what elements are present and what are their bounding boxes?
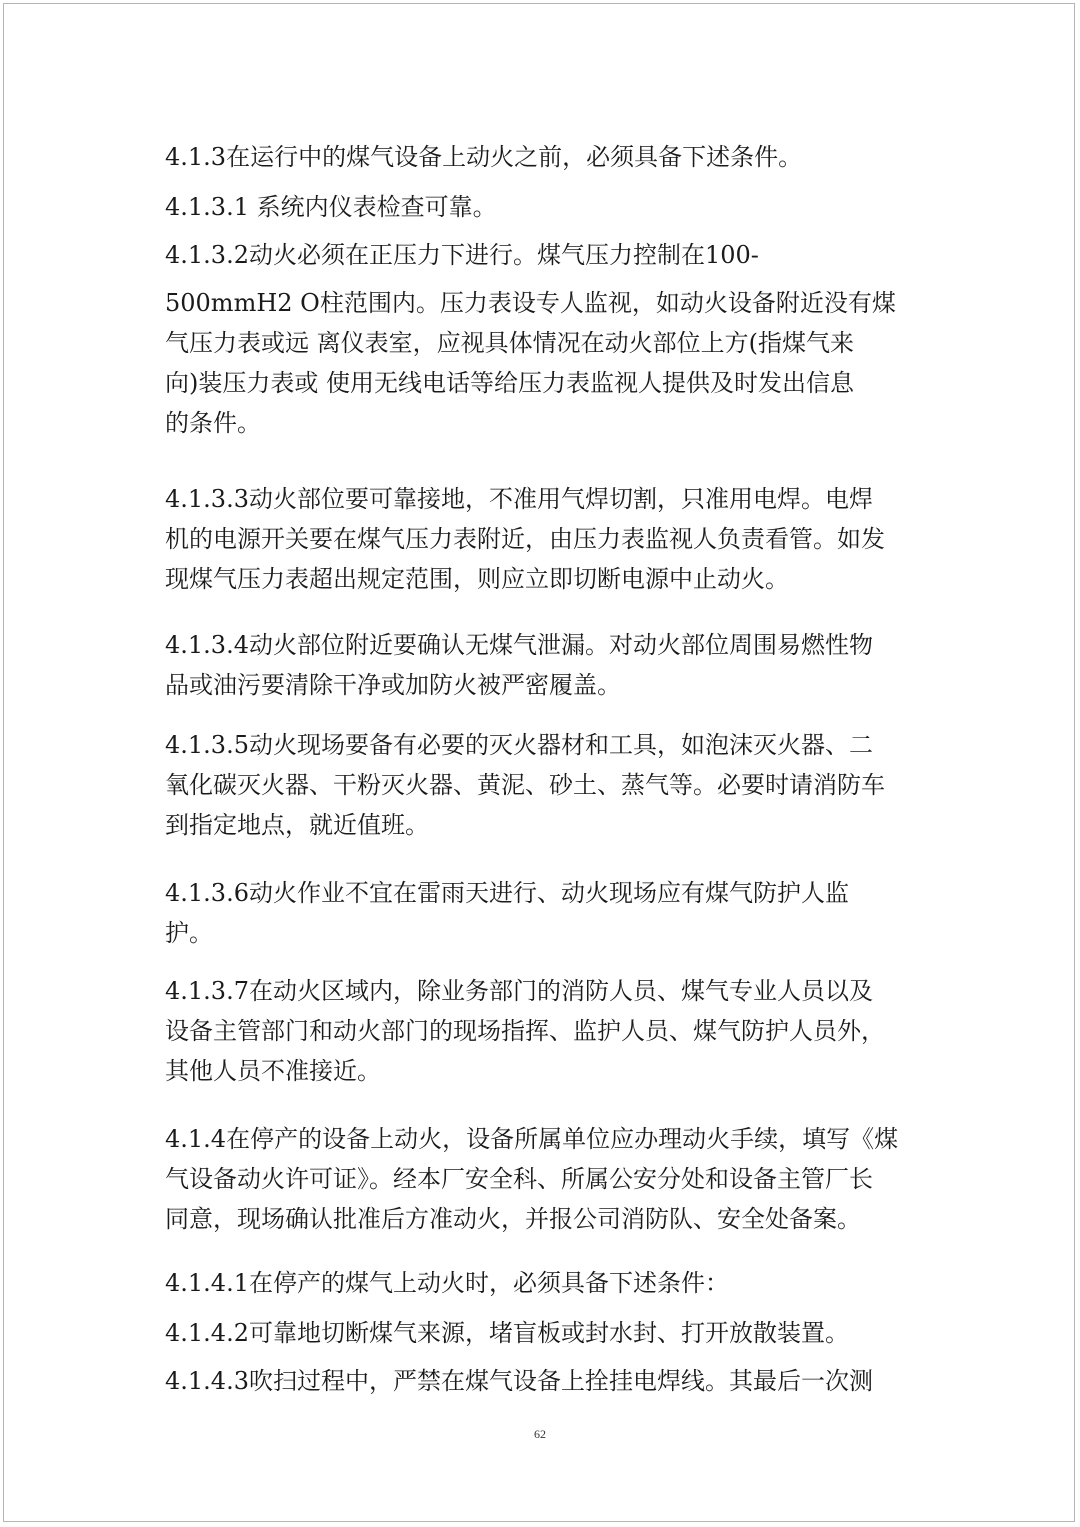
text-line: 500mmH2 O柱范围内。压力表设专人监视，如动火设备附近没有煤 — [165, 289, 896, 317]
paragraph-4-1-3-1 — [165, 187, 925, 227]
paragraph-4-1-4-3 — [165, 1361, 925, 1401]
text-line: 4.1.4.1在停产的煤气上动火时，必须具备下述条件： — [165, 1269, 729, 1297]
paragraph-4-1-3-5 — [165, 725, 925, 845]
paragraph-4-1-3-6 — [165, 873, 925, 953]
text-line: 其他人员不准接近。 — [165, 1057, 381, 1085]
paragraph-4-1-4 — [165, 1119, 925, 1239]
paragraph-4-1-3-2-cont — [165, 283, 925, 443]
paragraph-4-1-4-2 — [165, 1313, 925, 1353]
text-line: 品或油污要清除干净或加防火被严密履盖。 — [165, 671, 621, 699]
paragraph-4-1-3 — [165, 137, 925, 177]
paragraph-4-1-3-7 — [165, 971, 925, 1091]
text-line: 向)装压力表或 使用无线电话等给压力表监视人提供及时发出信息 — [165, 369, 854, 397]
text-line: 气压力表或远 离仪表室，应视具体情况在动火部位上方(指煤气来 — [165, 329, 854, 357]
text-line: 4.1.3.5动火现场要备有必要的灭火器材和工具，如泡沫灭火器、二 — [165, 731, 873, 759]
text-line: 气设备动火许可证》。经本厂安全科、所属公安分处和设备主管厂长 — [165, 1165, 873, 1193]
text-line: 4.1.3.4动火部位附近要确认无煤气泄漏。对动火部位周围易燃性物 — [165, 631, 873, 659]
paragraph-4-1-3-4 — [165, 625, 925, 705]
text-line: 4.1.3.3动火部位要可靠接地，不准用气焊切割，只准用电焊。电焊 — [165, 485, 873, 513]
document-page — [3, 3, 1075, 1522]
text-line: 4.1.4在停产的设备上动火，设备所属单位应办理动火手续，填写《煤 — [165, 1125, 899, 1153]
text-line: 的条件。 — [165, 409, 261, 437]
text-line: 到指定地点，就近值班。 — [165, 811, 429, 839]
paragraph-4-1-3-2 — [165, 235, 925, 275]
text-line: 4.1.3在运行中的煤气设备上动火之前，必须具备下述条件。 — [165, 143, 803, 171]
page-number: 62 — [534, 1427, 546, 1441]
text-line: 设备主管部门和动火部门的现场指挥、监护人员、煤气防护人员外， — [165, 1017, 885, 1045]
text-line: 4.1.4.3吹扫过程中，严禁在煤气设备上拴挂电焊线。其最后一次测 — [165, 1367, 873, 1395]
text-line: 护。 — [165, 919, 213, 947]
text-line: 机的电源开关要在煤气压力表附近，由压力表监视人负责看管。如发 — [165, 525, 885, 553]
text-line: 氧化碳灭火器、干粉灭火器、黄泥、砂土、蒸气等。必要时请消防车 — [165, 771, 885, 799]
text-line: 4.1.4.2可靠地切断煤气来源，堵盲板或封水封、打开放散装置。 — [165, 1319, 849, 1347]
text-line: 现煤气压力表超出规定范围，则应立即切断电源中止动火。 — [165, 565, 789, 593]
text-line: 4.1.3.1 系统内仪表检查可靠。 — [165, 193, 497, 221]
text-line: 4.1.3.7在动火区域内，除业务部门的消防人员、煤气专业人员以及 — [165, 977, 873, 1005]
text-line: 4.1.3.2动火必须在正压力下进行。煤气压力控制在100- — [165, 241, 759, 269]
text-line: 4.1.3.6动火作业不宜在雷雨天进行、动火现场应有煤气防护人监 — [165, 879, 849, 907]
paragraph-4-1-3-3 — [165, 479, 925, 599]
text-line: 同意，现场确认批准后方准动火，并报公司消防队、安全处备案。 — [165, 1205, 861, 1233]
paragraph-4-1-4-1 — [165, 1263, 925, 1303]
